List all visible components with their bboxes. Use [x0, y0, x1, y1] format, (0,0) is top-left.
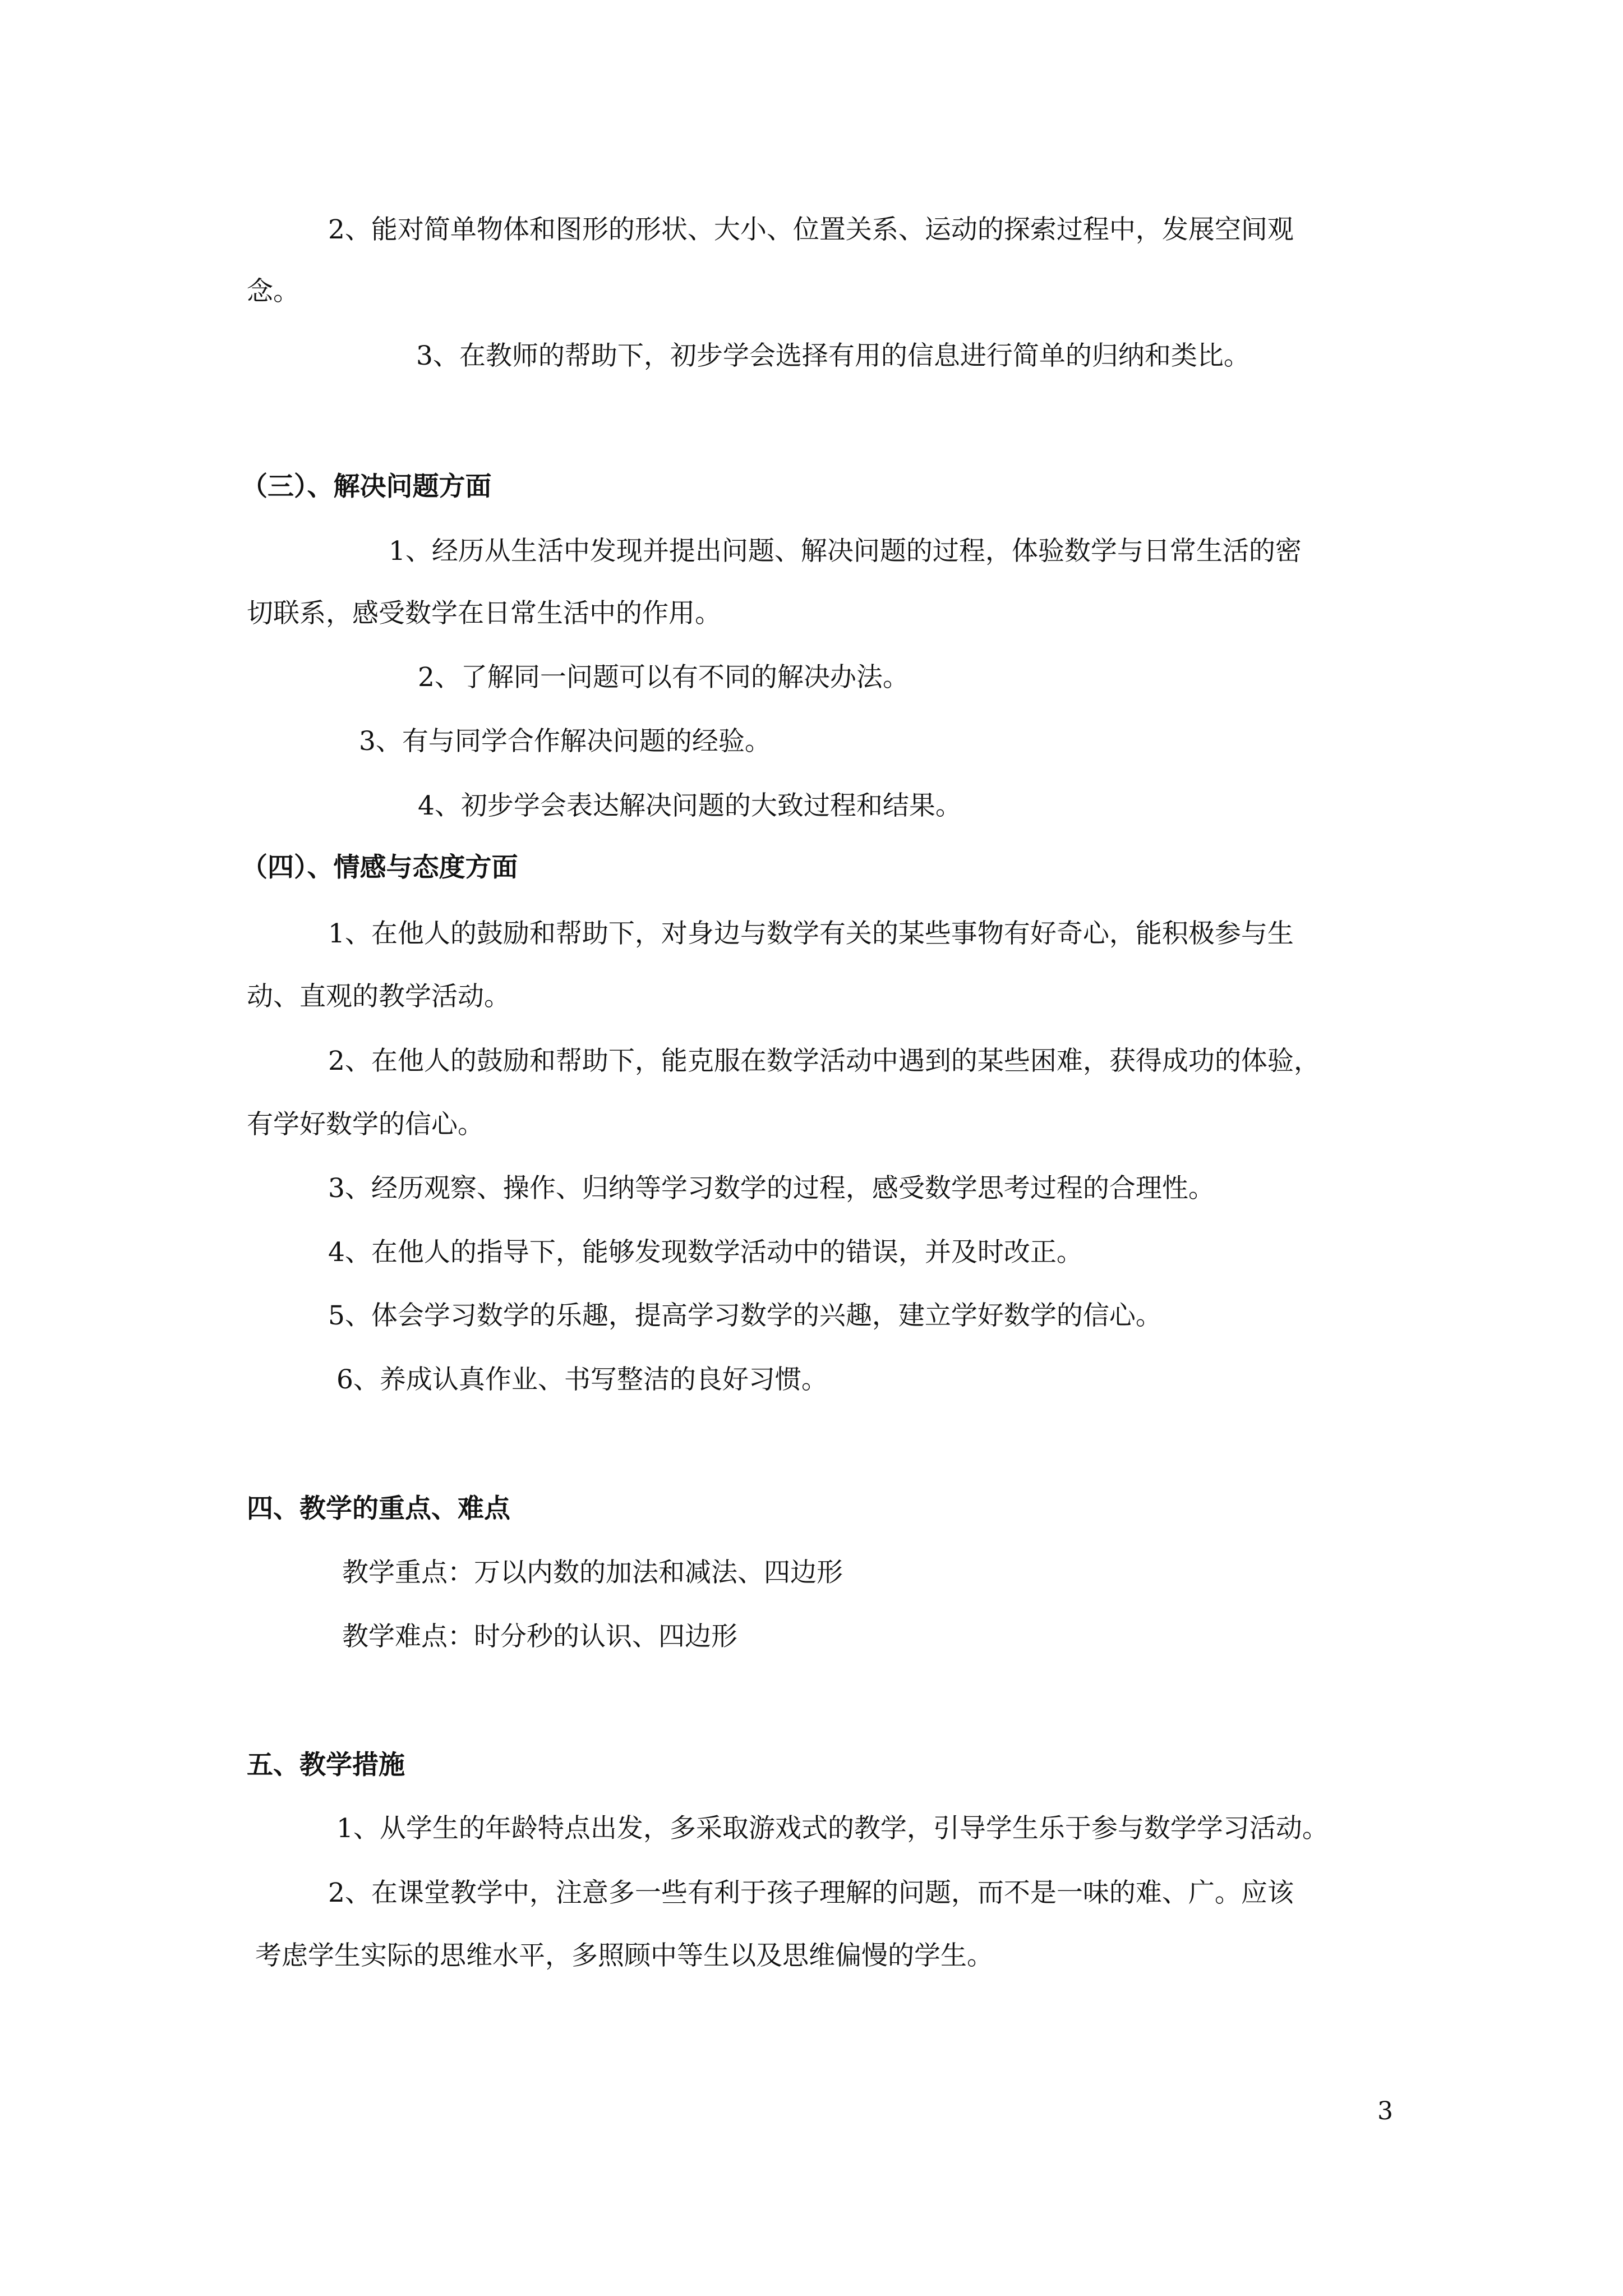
- paragraph-line: 1、经历从生活中发现并提出问题、解决问题的过程，体验数学与日常生活的密: [389, 536, 1302, 567]
- section-heading: 五、教学措施: [247, 1750, 405, 1780]
- paragraph-line: 2、在他人的鼓励和帮助下，能克服在数学活动中遇到的某些困难，获得成功的体验，: [328, 1046, 1320, 1076]
- paragraph-line: 考虑学生实际的思维水平，多照顾中等生以及思维偏慢的学生。: [255, 1940, 993, 1971]
- section-heading: 四、教学的重点、难点: [247, 1493, 510, 1524]
- paragraph-line: 有学好数学的信心。: [247, 1109, 484, 1140]
- paragraph-line: 1、在他人的鼓励和帮助下，对身边与数学有关的某些事物有好奇心，能积极参与生: [328, 918, 1294, 949]
- paragraph-line: 教学重点：万以内数的加法和减法、四边形: [342, 1557, 843, 1588]
- paragraph-line: 6、养成认真作业、书写整洁的良好习惯。: [336, 1364, 828, 1395]
- paragraph-line: 5、体会学习数学的乐趣，提高学习数学的兴趣，建立学好数学的信心。: [328, 1300, 1162, 1331]
- paragraph-line: 3、在教师的帮助下，初步学会选择有用的信息进行简单的归纳和类比。: [416, 341, 1250, 371]
- paragraph-line: 教学难点：时分秒的认识、四边形: [342, 1621, 737, 1652]
- paragraph-line: 2、了解同一问题可以有不同的解决办法。: [418, 662, 909, 693]
- paragraph-line: 念。: [247, 276, 299, 307]
- paragraph-line: 3、经历观察、操作、归纳等学习数学的过程，感受数学思考过程的合理性。: [328, 1173, 1215, 1204]
- paragraph-line: 动、直观的教学活动。: [247, 981, 510, 1012]
- section-heading: （三）、解决问题方面: [241, 471, 492, 502]
- page-number: 3: [1377, 2097, 1393, 2125]
- paragraph-line: 4、初步学会表达解决问题的大致过程和结果。: [418, 790, 962, 821]
- paragraph-line: 1、从学生的年龄特点出发，多采取游戏式的教学，引导学生乐于参与数学学习活动。: [336, 1813, 1329, 1844]
- paragraph-line: 2、能对简单物体和图形的形状、大小、位置关系、运动的探索过程中，发展空间观: [328, 214, 1294, 245]
- paragraph-line: 切联系，感受数学在日常生活中的作用。: [247, 598, 721, 629]
- paragraph-line: 3、有与同学合作解决问题的经验。: [359, 726, 771, 757]
- paragraph-line: 2、在课堂教学中，注意多一些有利于孩子理解的问题，而不是一味的难、广。应该: [328, 1878, 1294, 1908]
- paragraph-line: 4、在他人的指导下，能够发现数学活动中的错误，并及时改正。: [328, 1237, 1083, 1268]
- section-heading: （四）、情感与态度方面: [241, 852, 518, 883]
